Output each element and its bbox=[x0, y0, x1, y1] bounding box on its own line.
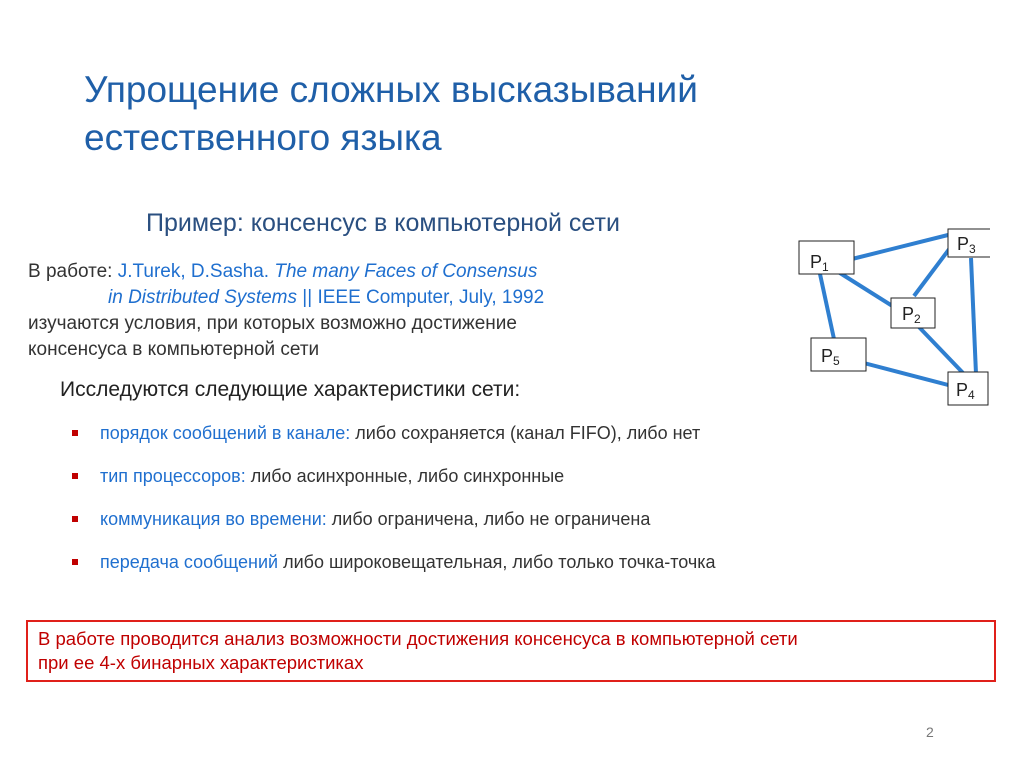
node-p3-letter: P bbox=[957, 234, 970, 254]
node-p3 bbox=[948, 229, 990, 257]
characteristic-value: либо ограничена, либо не ограничена bbox=[326, 509, 651, 529]
reference-title-part-1: The many Faces of Consensus bbox=[274, 261, 538, 282]
conclusion-line-1: В работе проводится анализ возможности достижения консенсуса в компьютерной сети bbox=[38, 628, 798, 649]
network-diagram bbox=[790, 222, 990, 408]
example-subtitle: Пример: консенсус в компьютерной сети bbox=[146, 209, 620, 237]
reference-block bbox=[28, 259, 728, 363]
reference-authors: J.Turek, D.Sasha. bbox=[117, 261, 275, 282]
characteristics-heading: Исследуются следующие характеристики сети: bbox=[60, 378, 521, 401]
node-p1-letter: P bbox=[810, 252, 823, 272]
reference-line-1 bbox=[28, 259, 728, 285]
edge-p3-p4 bbox=[971, 258, 976, 374]
node-p5 bbox=[811, 338, 866, 371]
bullet-square-icon bbox=[72, 473, 78, 479]
node-p5-sub: 5 bbox=[833, 354, 840, 368]
node-p1-sub: 1 bbox=[822, 260, 829, 274]
slide-title-line-2: естественного языка bbox=[84, 117, 442, 158]
reference-line-3: изучаются условия, при которых возможно достижение bbox=[28, 313, 517, 334]
node-p4-sub: 4 bbox=[968, 388, 975, 402]
bullet-square-icon bbox=[72, 430, 78, 436]
characteristic-value: либо асинхронные, либо синхронные bbox=[245, 466, 565, 486]
list-item bbox=[68, 463, 716, 506]
node-p5-letter: P bbox=[821, 346, 834, 366]
node-p1 bbox=[799, 241, 854, 274]
reference-line-4: консенсуса в компьютерной сети bbox=[28, 339, 320, 360]
conclusion-line-2: при ее 4-х бинарных характеристиках bbox=[38, 652, 364, 673]
list-item bbox=[68, 549, 716, 592]
reference-source: || IEEE Computer, July, 1992 bbox=[297, 287, 545, 308]
characteristic-value: либо широковещательная, либо только точка-точка bbox=[278, 552, 716, 572]
characteristic-key: тип процессоров: bbox=[100, 466, 246, 486]
slide-title bbox=[84, 66, 884, 162]
reference-prefix: В работе: bbox=[28, 261, 118, 282]
slide-title-line-1: Упрощение сложных высказываний bbox=[84, 69, 698, 110]
bullet-square-icon bbox=[72, 516, 78, 522]
edge-p1-p3 bbox=[852, 234, 952, 259]
conclusion-box bbox=[26, 620, 996, 682]
characteristics-list bbox=[68, 420, 716, 592]
characteristic-key: коммуникация во времени: bbox=[100, 509, 327, 529]
reference-line-2 bbox=[28, 285, 728, 311]
edge-p5-p4 bbox=[860, 362, 952, 386]
characteristic-key: порядок сообщений в канале: bbox=[100, 423, 351, 443]
reference-title-part-2: in Distributed Systems bbox=[108, 287, 298, 308]
characteristic-key: передача сообщений bbox=[100, 552, 279, 572]
node-p2-sub: 2 bbox=[914, 312, 921, 326]
bullet-square-icon bbox=[72, 559, 78, 565]
list-item bbox=[68, 420, 716, 463]
node-p2-letter: P bbox=[902, 304, 915, 324]
list-item bbox=[68, 506, 716, 549]
characteristic-value: либо сохраняется (канал FIFO), либо нет bbox=[350, 423, 701, 443]
node-p4-letter: P bbox=[956, 380, 969, 400]
node-p3-sub: 3 bbox=[969, 242, 976, 256]
page-number: 2 bbox=[926, 724, 934, 740]
edge-p1-p5 bbox=[820, 274, 834, 339]
node-p4 bbox=[948, 372, 988, 405]
node-p2 bbox=[891, 298, 935, 328]
edge-p2-p4 bbox=[918, 326, 964, 374]
